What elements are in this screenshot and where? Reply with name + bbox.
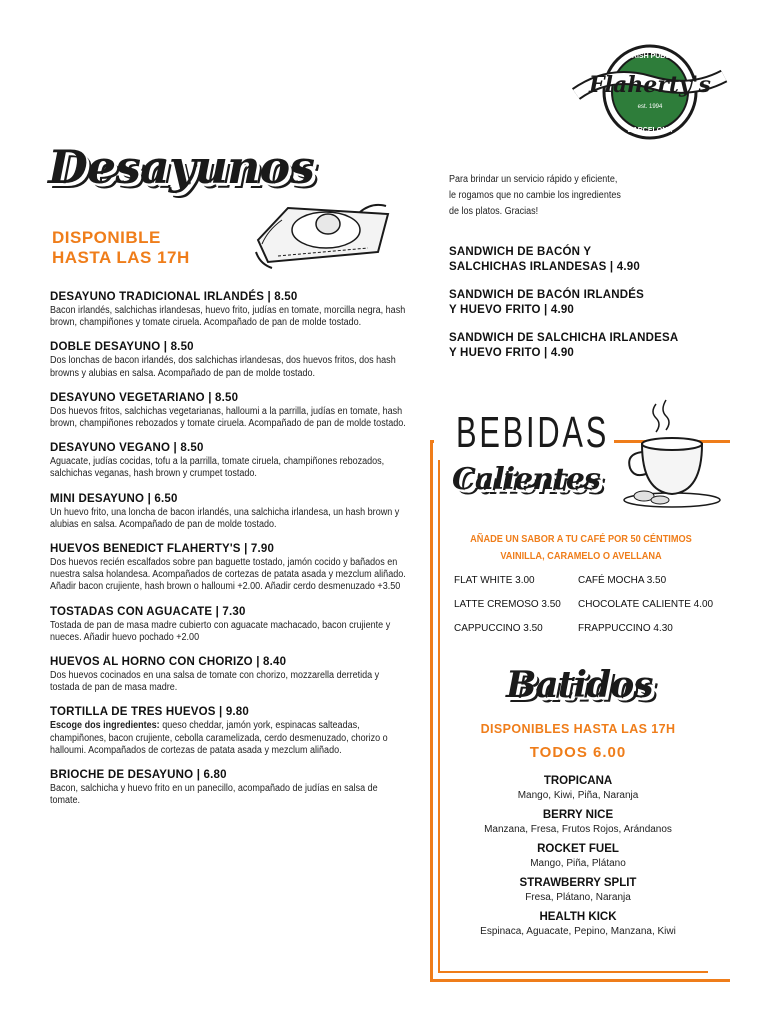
menu-item [50, 605, 420, 644]
svg-text:est. 1994: est. 1994 [637, 104, 663, 110]
shake-item [440, 774, 716, 802]
availability-line-1: DISPONIBLE [52, 228, 161, 247]
batidos-title: Batidos [506, 664, 653, 706]
drink-row [454, 598, 724, 622]
menu-item-description [50, 720, 409, 757]
menu-item [50, 542, 420, 594]
drink-item: FRAPPUCCINO 4.30 [578, 622, 673, 634]
drink-row [454, 622, 724, 646]
shake-name: STRAWBERRY SPLIT [519, 877, 637, 889]
shakes-list [440, 774, 716, 944]
menu-item-description-text: queso cheddar, jamón york, espinacas salteadas, champiñones, bacon crujiente, cebolla caramelizada, cerdo desmenuzado, chorizo o halloumi. Acompañados de cortezas de patata asada y mezclum aliñado. [50, 720, 388, 756]
fried-egg-toast-illustration [248, 190, 398, 270]
shake-name: HEALTH KICK [539, 911, 617, 923]
flahertys-logo [570, 42, 730, 142]
menu-item [50, 290, 420, 329]
menu-item-description: Bacon, salchicha y huevo frito en un panecillo, acompañado de judías en salsa de tomate. [50, 783, 378, 807]
shake-item [440, 910, 716, 938]
menu-item-name: BRIOCHE DE DESAYUNO | 6.80 [50, 769, 227, 782]
flavor-note-line-1: AÑADE UN SABOR A TU CAFÉ POR 50 CÉNTIMOS [470, 534, 692, 545]
menu-item [50, 492, 420, 531]
coffee-cup-illustration [622, 396, 722, 508]
shake-item [440, 876, 716, 904]
menu-item-name: DESAYUNO VEGETARIANO | 8.50 [50, 391, 239, 404]
menu-item [50, 340, 420, 379]
bebidas-title: BEBIDAS [456, 408, 610, 457]
drink-item: CHOCOLATE CALIENTE 4.00 [578, 598, 714, 610]
sandwich-name-line-1: SANDWICH DE SALCHICHA IRLANDESA [449, 332, 679, 344]
menu-item-description: Dos huevos recién escalfados sobre pan baguette tostado, jamón cocido y bañados en nuestra salsa holandesa. Acompañados de cortezas de patata asada y mezclum aliñado. Añadir bacon crujiente, hash brown o halloumi +2.00. Añadir cerdo desmenuzado +3.50 [50, 557, 406, 593]
desayunos-title: Desayunos [48, 140, 315, 194]
sandwich-name-line-2: SALCHICHAS IRLANDESAS | 4.90 [449, 261, 640, 273]
shake-ingredients: Espinaca, Aguacate, Pepino, Manzana, Kiwi [480, 926, 676, 937]
menu-item-name: HUEVOS AL HORNO CON CHORIZO | 8.40 [50, 656, 287, 669]
menu-item [50, 391, 420, 430]
menu-item-name: MINI DESAYUNO | 6.50 [50, 492, 178, 505]
batidos-availability: DISPONIBLES HASTA LAS 17H [480, 722, 676, 736]
svg-text:Flaherty's: Flaherty's [589, 72, 711, 98]
batidos-price: TODOS 6.00 [529, 744, 627, 761]
hot-drinks-list [454, 574, 724, 646]
shake-name: BERRY NICE [542, 809, 614, 821]
sandwich-item [449, 245, 719, 275]
menu-item-description: Un huevo frito, una loncha de bacon irlandés, una salchicha irlandesa, un hash brown y alubias en salsa. Acompañado de pan de molde tostado. [50, 506, 400, 530]
coffee-flavor-note [464, 531, 698, 565]
drink-item: CAPPUCCINO 3.50 [454, 622, 543, 634]
shake-ingredients: Mango, Piña, Plátano [530, 858, 626, 869]
breakfast-availability [52, 228, 190, 268]
menu-item-description: Tostada de pan de masa madre cubierto con aguacate machacado, bacon crujiente y nueces. Añadir huevo pochado +2.00 [50, 619, 391, 643]
shake-item [440, 808, 716, 836]
sandwich-name-line-2: Y HUEVO FRITO | 4.90 [449, 304, 575, 316]
shake-ingredients: Mango, Kiwi, Piña, Naranja [517, 790, 639, 801]
sandwich-name-line-1: SANDWICH DE BACÓN Y [449, 246, 592, 258]
menu-item-description: Dos huevos cocinados en una salsa de tomate con chorizo, mozzarella derretida y tostada de pan de masa madre. [50, 670, 380, 694]
drink-item: LATTE CREMOSO 3.50 [454, 598, 561, 610]
shake-name: TROPICANA [543, 775, 613, 787]
menu-item-description-bold: Escoge dos ingredientes: [50, 720, 160, 732]
menu-item-name: HUEVOS BENEDICT FLAHERTY'S | 7.90 [50, 543, 275, 556]
flavor-note-line-2: VAINILLA, CARAMELO O AVELLANA [500, 551, 662, 562]
menu-item-name: DESAYUNO TRADICIONAL IRLANDÉS | 8.50 [50, 291, 298, 303]
shake-ingredients: Manzana, Fresa, Frutos Rojos, Arándanos [484, 824, 672, 835]
service-note-line-2: le rogamos que no cambie los ingredientes [449, 190, 621, 201]
menu-item-name: DOBLE DESAYUNO | 8.50 [50, 341, 194, 354]
menu-item-description: Bacon irlandés, salchichas irlandesas, huevo frito, judías en tomate, morcilla negra, hash brown, champiñones y tomate ciruela. Acompañado de pan de molde tostado. [50, 305, 406, 329]
sandwich-item [449, 331, 719, 361]
breakfast-menu-list [50, 290, 420, 818]
availability-line-2: HASTA LAS 17H [52, 248, 190, 267]
menu-item [50, 655, 420, 694]
svg-text:BARCELONA: BARCELONA [627, 127, 673, 134]
drink-item: CAFÉ MOCHA 3.50 [578, 574, 667, 586]
menu-item-description: Dos lonchas de bacon irlandés, dos salchichas irlandesas, dos huevos fritos, dos hash browns y alubias en salsa. Acompañado de pan de molde tostado. [50, 355, 396, 379]
menu-item-name: DESAYUNO VEGANO | 8.50 [50, 442, 204, 455]
shake-ingredients: Fresa, Plátano, Naranja [525, 892, 631, 903]
service-note [449, 172, 651, 220]
menu-item-description: Aguacate, judías cocidas, tofu a la parrilla, tomate ciruela, champiñones rebozados, salchichas veganas, hash brown y crumpet tostado. [50, 456, 385, 480]
menu-item [50, 768, 420, 807]
drink-row [454, 574, 724, 598]
sandwich-list [449, 245, 719, 374]
sandwich-name-line-2: Y HUEVO FRITO | 4.90 [449, 347, 575, 359]
service-note-line-1: Para brindar un servicio rápido y eficiente, [449, 174, 618, 185]
menu-item [50, 441, 420, 480]
menu-item-description: Dos huevos fritos, salchichas vegetarianas, halloumi a la parrilla, judías en tomate, hash brown, champiñones rebozados y tomate ciruela. Acompañado de pan de molde tostado. [50, 405, 406, 430]
menu-item-name: TORTILLA DE TRES HUEVOS | 9.80 [50, 706, 250, 719]
menu-item-name: TOSTADAS CON AGUACATE | 7.30 [50, 605, 246, 618]
calientes-subtitle: Calientes [452, 462, 600, 497]
sandwich-item [449, 288, 719, 318]
drink-item: FLAT WHITE 3.00 [454, 574, 535, 586]
sandwich-name-line-1: SANDWICH DE BACÓN IRLANDÉS [449, 289, 644, 301]
svg-text:IRISH PUBS: IRISH PUBS [629, 53, 671, 60]
menu-item [50, 705, 420, 757]
service-note-line-3: de los platos. Gracias! [449, 206, 539, 217]
shake-name: ROCKET FUEL [537, 843, 619, 855]
shake-item [440, 842, 716, 870]
